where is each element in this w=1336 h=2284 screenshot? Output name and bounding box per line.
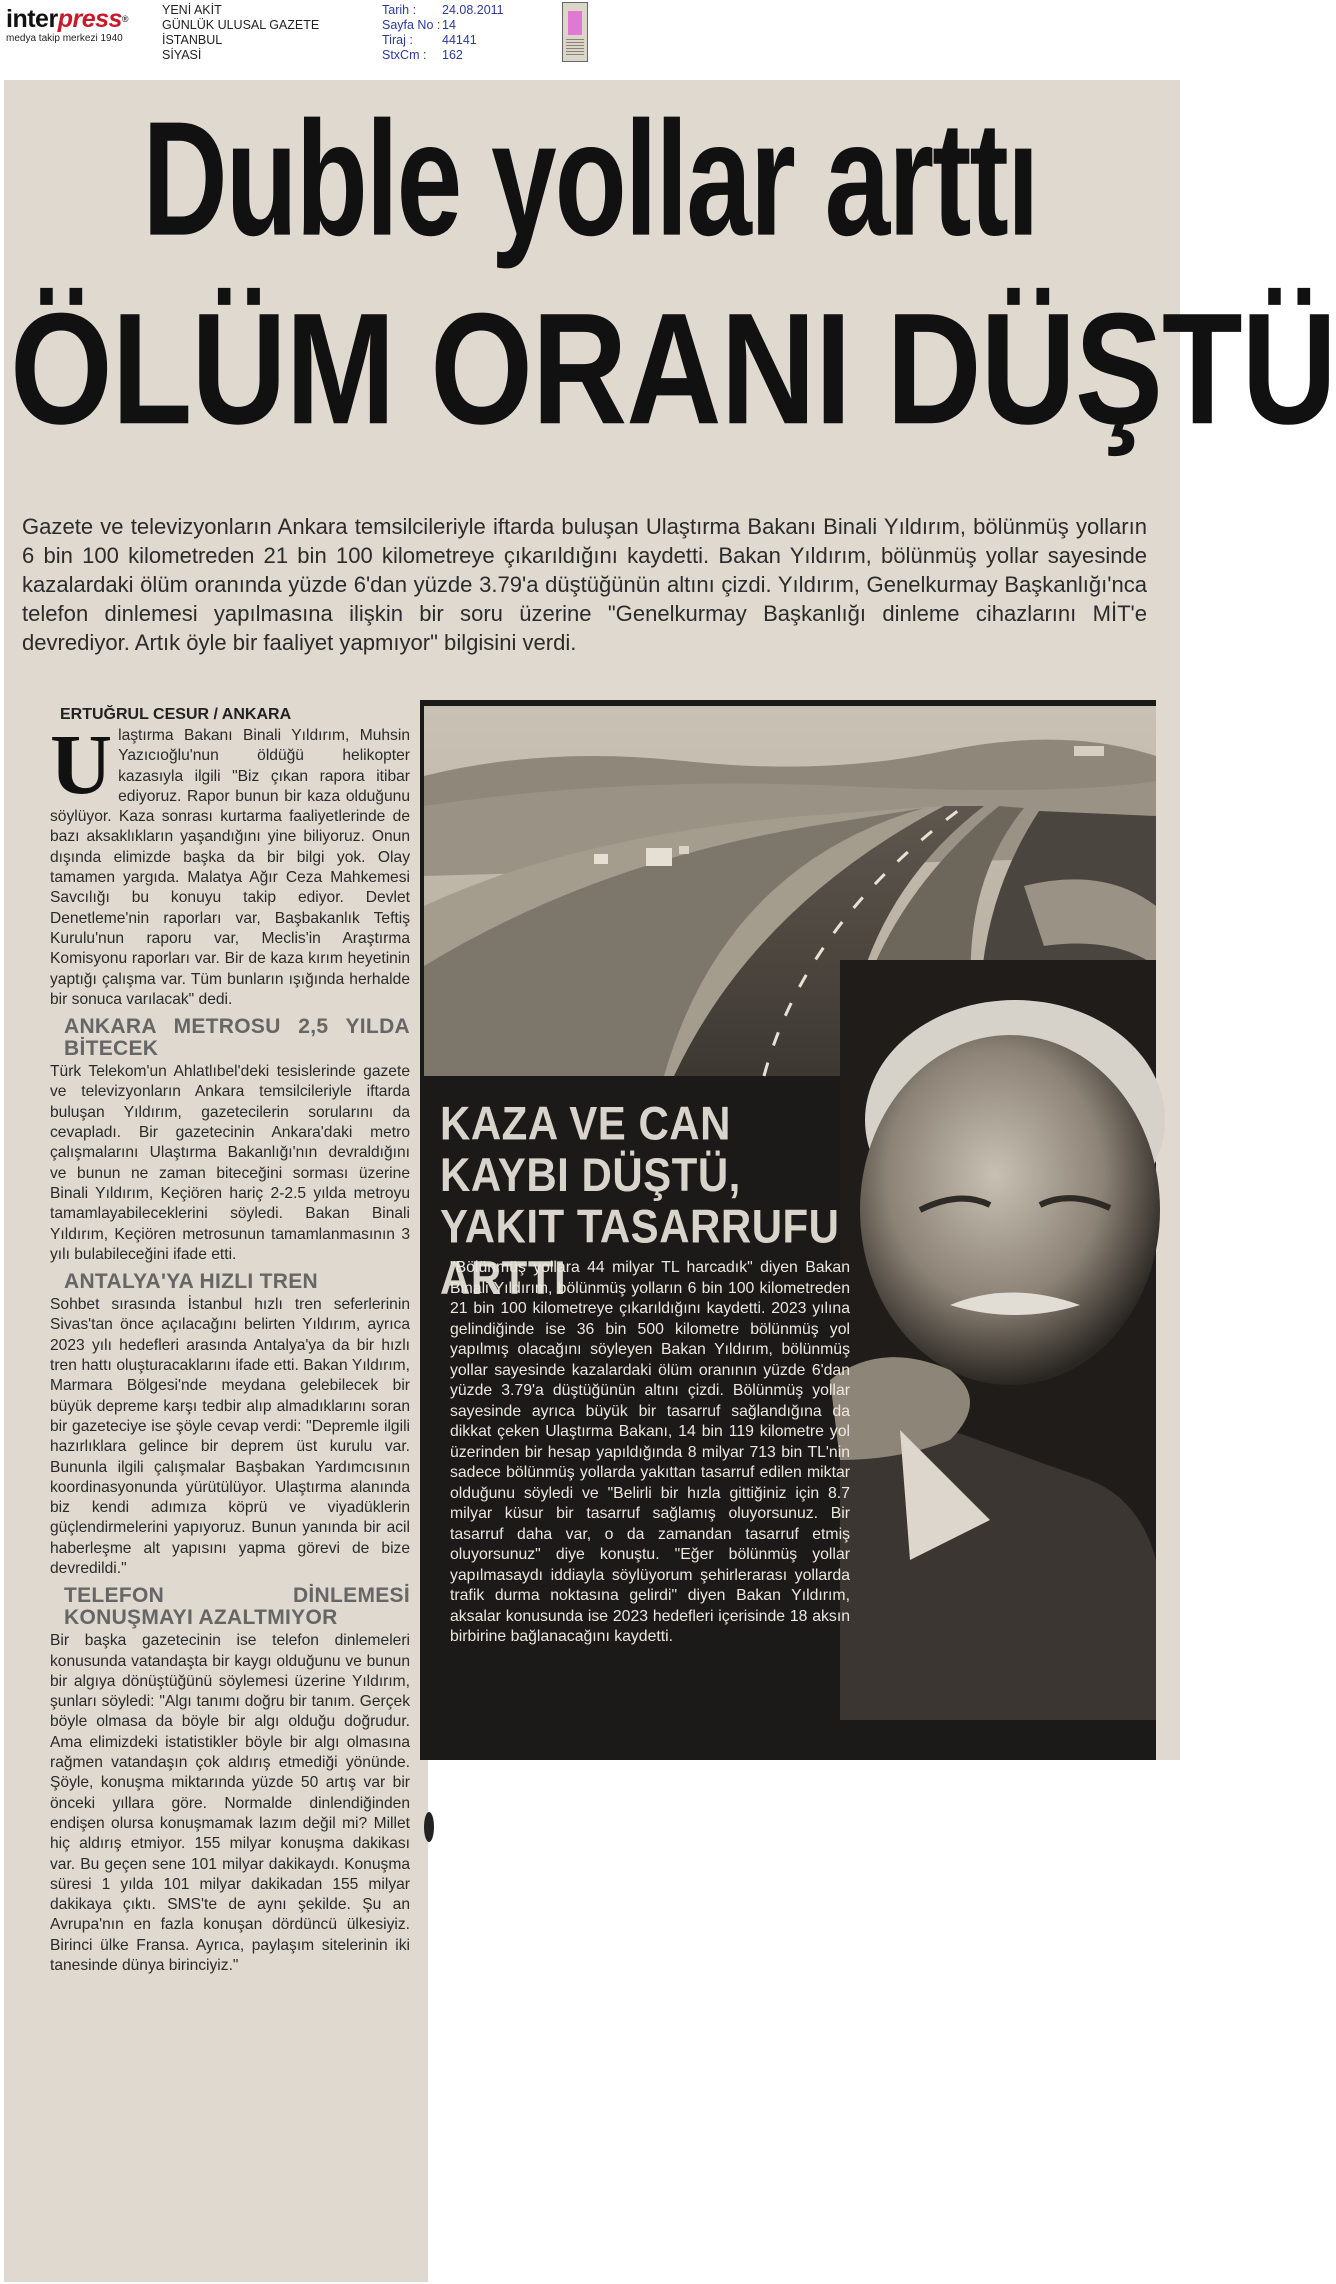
logo-subtitle: medya takip merkezi 1940	[6, 33, 123, 44]
paper-fold-mark	[424, 1812, 434, 1842]
subhead-ankara-metro: ANKARA METROSU 2,5 YILDA BİTECEK	[64, 1015, 410, 1061]
publication-section: SİYASİ	[162, 48, 202, 62]
minister-portrait-photo	[840, 960, 1156, 1720]
article-paragraph: Türk Telekom'un Ahlatlıbel'deki tesislerinde gazete ve televizyonların Ankara temsilcileriyle iftarda buluşan Yıldırım, gazetecilerin sorularını da cevapladı. Bir gazetecinin Ankara'daki metro çalışmalarını Ulaştırma Bakanlığı'nın devraldığını ve bunun ne zaman biteceğini sorması üzerine Binali Yıldırım, Keçiören hariç 2-2.5 yılda metroyu tamamlayabileceklerini söyledi. Bakan Binali Yıldırım, Keçiören metrosunun tamamlanmasının 3 yılı bulabileceğini ifade etti.	[50, 1063, 410, 1263]
dropcap: U	[50, 716, 113, 812]
logo-word-inter: inter	[6, 5, 58, 33]
meta-label: Tiraj :	[382, 33, 413, 47]
box-text: "Bölünmüş yollara 44 milyar TL harcadık" diyen Bakan Binali Yıldırım, bölünmüş yolların 6 bin 100 kilometreden 21 bin 100 kilometreye çıkarıldığını kaydetti. 2023 yılına gelindiğinde ise 36 bin 500 kilometre bölünmüş yol yapılmış olacağını söyleyen Bakan Yıldırım, bölünmüş yollar sayesinde kazalardaki ölüm oranının yüzde 6'dan yüzde 3.79'a düştüğünün altını çizdi. Bölünmüş yollar sayesinde ayrıca büyük bir tasarruf sağlandığına da dikkat çeken Ulaştırma Bakanı, 14 bin 119 kilometre yol üzerinden bir hesap yapıldığında 8 milyar 713 bin TL'nin sadece bölünmüş yollarda yakıttan tasarruf edilen miktar olduğunu söyledi ve "Belirli bir hızla gittiğiniz için 8.7 milyar küsur bir tasarruf sağlamış oluyorsunuz. Bir tasarruf daha var, o da zamandan tasarruf etmiş oluyorsunuz" diye konuştu. "Eğer bölünmüş yollar yapılmasaydı iddiayla söylüyorum şehirlerarası yollarda trafik durma noktasına gelirdi" diyen Bakan Yıldırım, aksalar konusunda ise 2023 hedefleri içerisinde 18 aksın birbirine bağlanacağını kaydetti.	[450, 1259, 850, 1645]
article-deck: Gazete ve televizyonların Ankara temsilcileriyle iftarda buluşan Ulaştırma Bakanı Binali Yıldırım, bölünmüş yolların 6 bin 100 kilometreden 21 bin 100 kilometreye çıkarıldığını kaydetti. Bakan Yıldırım, bölünmüş yollar sayesinde kazalardaki ölüm oranında yüzde 6'dan yüzde 3.79'a düştüğünün altını çizdi. Yıldırım, Genelkurmay Başkanlığı'nca telefon dinlemesi yapılmasına ilişkin bir soru üzerine "Genelkurmay Başkanlığı dinleme cihazlarını MİT'e devrediyor. Artık öyle bir faaliyet yapmıyor" bilgisini verdi.	[22, 514, 1148, 655]
article-paragraph	[50, 716, 410, 1010]
clipping-meta	[382, 3, 504, 63]
box-headline: KAZA VE CAN KAYBI DÜŞTÜ, YAKIT TASARRUFU ARTTI	[440, 1096, 840, 1305]
meta-circulation	[382, 33, 504, 48]
meta-value: 14	[442, 18, 456, 32]
publication-name: YENİ AKİT	[162, 3, 222, 17]
logo-registered-mark: ®	[121, 14, 129, 24]
headline-main: Duble yollar arttı	[142, 88, 1038, 271]
thumbnail-lines	[566, 39, 584, 57]
interpress-logo	[6, 6, 156, 44]
article-paragraph: Sohbet sırasında İstanbul hızlı tren seferlerinin Sivas'tan önce açılacağını belirten Yıldırım, ayrıca 2023 yılı hedefleri arasında Antalya'ya da bir hızlı tren hattı oluşturacaklarını ifade etti. Bakan Yıldırım, Marmara Bölgesi'nde meydana gelebilecek bir büyük depreme karşı tedbir alıp almadıklarını soran bir gazeteciye ise şöyle cevap verdi: "Depremle ilgili hazırlıklara gelince bir deprem üst kurulu var. Bununla ilgili çalışmalar Başbakan Yardımcısının koordinasyonunda yürütülüyor. Ulaştırma alanında biz kendi adımıza köprü ve viyadüklerin güçlendirmelerini yapıyoruz. Bunun yanında bir acil haberleşme alt yapısını yapma görevi de bize devredildi."	[50, 1296, 410, 1577]
article-paragraph: Bir başka gazetecinin ise telefon dinlemeleri konusunda vatandaşta bir kaygı olduğunu ve bunun bir algıya dönüştüğünü söylemesi üzerine Yıldırım, şunları söyledi: "Algı tanımı doğru bir tanım. Gerçek böyle olmasa da böyle bir algı olduğu doğrudur. Ama elimizdeki istatistikler böyle bir algı olmasına rağmen vatandaşın çok aldırış etmediği yönünde. Şöyle, konuşma miktarında yüzde 50 artış var bir önceki yıllara göre. Normalde dinlendiğinden endişen olursa konuşmamak lazım değil mi? Millet hiç aldırış etmiyor. 155 milyar konuşma dakikası var. Bu geçen sene 101 milyar dakikaydı. Konuşma süresi 1 yılda 101 milyar dakikadan 155 milyar dakikaya çıktı. SMS'te de aynı şekilde. Şu an Avrupa'nın en fazla konuşan dördüncü ülkesiyiz. Birinci ülke Fransa. Ayrıca, paylaşım sitelerinin iki tanesinde dünya birinciyiz."	[50, 1632, 410, 1975]
clipping-header	[0, 0, 1185, 78]
publication-city: İSTANBUL	[162, 33, 223, 47]
article-body-column	[50, 716, 410, 1976]
publication-info	[162, 3, 319, 63]
meta-value: 44141	[442, 33, 477, 47]
meta-stxcm	[382, 48, 504, 63]
meta-value: 24.08.2011	[442, 3, 504, 17]
subhead-antalya-train: ANTALYA'YA HIZLI TREN	[64, 1270, 318, 1294]
publication-type: GÜNLÜK ULUSAL GAZETE	[162, 18, 320, 32]
byline: ERTUĞRUL CESUR / ANKARA	[60, 706, 292, 723]
meta-label: StxCm :	[382, 48, 427, 62]
page-thumbnail	[562, 2, 588, 62]
headline-secondary: ÖLÜM ORANI DÜŞTÜ	[10, 280, 1336, 457]
logo-word-press: press	[57, 5, 122, 33]
thumbnail-highlight	[568, 11, 582, 35]
subhead-phone-tapping: TELEFON DİNLEMESİ KONUŞMAYI AZALTMIYOR	[64, 1584, 410, 1630]
meta-date	[382, 3, 504, 18]
meta-value: 162	[442, 48, 463, 62]
meta-page	[382, 18, 504, 33]
meta-label: Sayfa No :	[382, 18, 441, 32]
meta-label: Tarih :	[382, 3, 417, 17]
paragraph-text: laştırma Bakanı Binali Yıldırım, Muhsin Yazıcıoğlu'nun öldüğü helikopter kazasıyla ilgili "Biz çıkan rapora itibar ediyoruz. Rapor bunun bir kaza olduğunu söylüyor. Kaza sonrası kurtarma faaliyetlerinde de bazı aksaklıkların yaşandığını yine biliyoruz. Onun dışında elimizde başka da bir bilgi yok. Olay tamamen yargıda. Malatya Ağır Ceza Mahkemesi Savcılığı bu konuyu takip ediyor. Devlet Denetleme'nin raporları var, Başbakanlık Teftiş Kurulu'nun raporu var, Meclis'in Araştırma Komisyonu raporları var. Bir de kaza kırım heyetinin yaptığı çalışma var. Tüm bunların ışığında herhalde bir sonuca varılacak" dedi.	[50, 727, 410, 1008]
